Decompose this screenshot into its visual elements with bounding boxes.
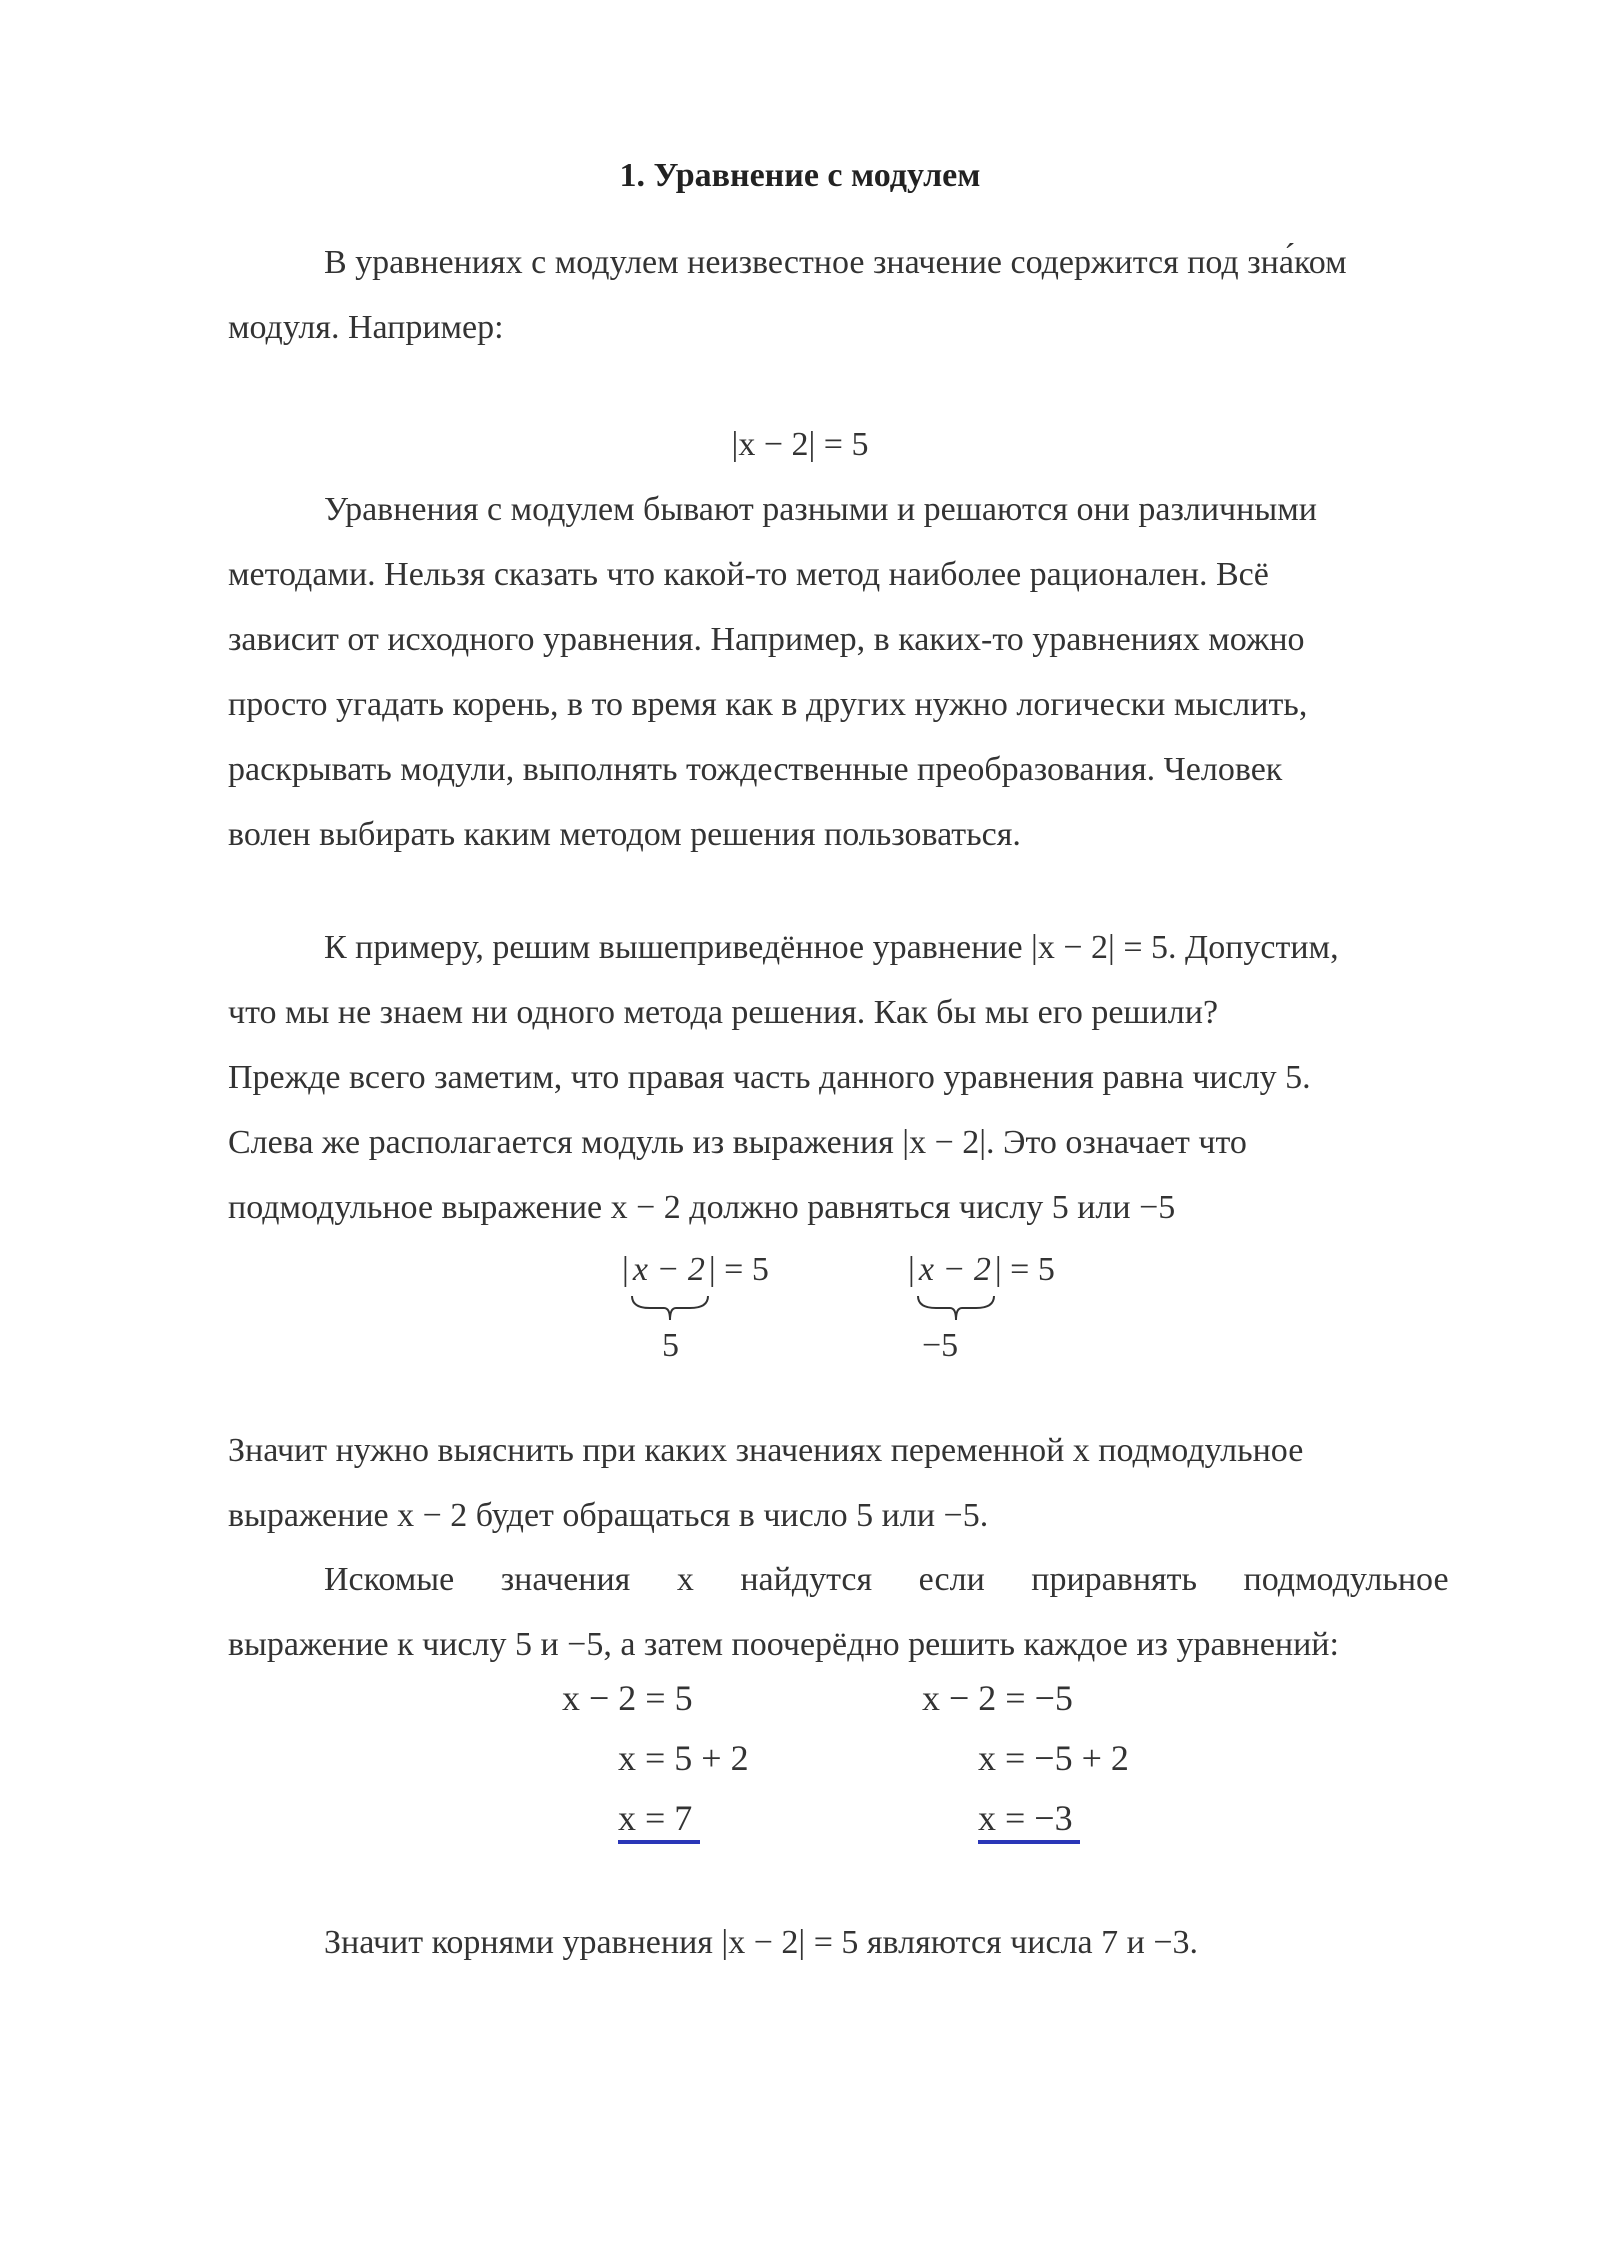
conclusion-paragraph xyxy=(228,1910,1485,1975)
example-line: Прежде всего заметим, что правая часть данного уравнения равна числу 5. xyxy=(228,1059,1311,1096)
answer-underline xyxy=(618,1840,700,1844)
intro-line-2: модуля. Например: xyxy=(228,309,504,346)
methods-paragraph xyxy=(228,477,1485,867)
underbrace-icon xyxy=(630,1294,710,1324)
example-paragraph xyxy=(228,915,1485,1240)
sought-line: выражение к числу 5 и −5, а затем поочерёдно решить каждое из уравнений: xyxy=(228,1626,1339,1663)
underbrace-icon xyxy=(916,1294,996,1324)
answer-underline xyxy=(978,1840,1080,1844)
brace-equation: | x − 2 | = 5 xyxy=(622,1251,769,1288)
methods-line: методами. Нельзя сказать что какой-то метод наиболее рационален. Всё xyxy=(228,556,1269,593)
sought-line: Искомые значения x найдутся если приравнять подмодульное xyxy=(324,1561,1449,1598)
example-line: К примеру, решим вышеприведённое уравнение |x − 2| = 5. Допустим, xyxy=(324,929,1339,966)
brace-diagram-positive xyxy=(622,1250,822,1370)
brace-value: 5 xyxy=(662,1327,679,1364)
conclusion-line: Значит корнями уравнения |x − 2| = 5 являются числа 7 и −3. xyxy=(324,1924,1198,1961)
brace-equation: | x − 2 | = 5 xyxy=(908,1251,1055,1288)
system-left-line-1: x − 2 = 5 xyxy=(562,1678,693,1718)
methods-line: просто угадать корень, в то время как в других нужно логически мыслить, xyxy=(228,686,1308,723)
example-line: что мы не знаем ни одного метода решения. Как бы мы его решили? xyxy=(228,994,1219,1031)
sought-paragraph xyxy=(228,1547,1485,1677)
methods-line: зависит от исходного уравнения. Например, в каких-то уравнениях можно xyxy=(228,621,1305,658)
find-line: Значит нужно выяснить при каких значениях переменной x подмодульное xyxy=(228,1432,1304,1469)
find-line: выражение x − 2 будет обращаться в число 5 или −5. xyxy=(228,1497,989,1534)
find-paragraph xyxy=(228,1418,1485,1548)
methods-line: Уравнения с модулем бывают разными и решаются они различными xyxy=(324,491,1317,528)
example-line: Слева же располагается модуль из выражения |x − 2|. Это означает что xyxy=(228,1124,1247,1161)
system-right-line-1: x − 2 = −5 xyxy=(922,1678,1073,1718)
system-left-answer: x = 7 xyxy=(618,1798,693,1838)
system-left-line-2: x = 5 + 2 xyxy=(618,1738,749,1778)
section-title: 1. Уравнение с модулем xyxy=(619,157,981,194)
example-line: подмодульное выражение x − 2 должно равняться числу 5 или −5 xyxy=(228,1189,1176,1226)
methods-line: волен выбирать каким методом решения пользоваться. xyxy=(228,816,1021,853)
system-right-answer: x = −3 xyxy=(978,1798,1073,1838)
intro-paragraph xyxy=(228,230,1485,360)
intro-line-1: В уравнениях с модулем неизвестное значение содержится под зна́ком xyxy=(324,244,1347,281)
brace-diagram-negative xyxy=(908,1250,1108,1370)
methods-line: раскрывать модули, выполнять тождественные преобразования. Человек xyxy=(228,751,1283,788)
brace-value: −5 xyxy=(922,1327,959,1364)
example-equation: |x − 2| = 5 xyxy=(731,426,869,463)
system-right-line-2: x = −5 + 2 xyxy=(978,1738,1129,1778)
